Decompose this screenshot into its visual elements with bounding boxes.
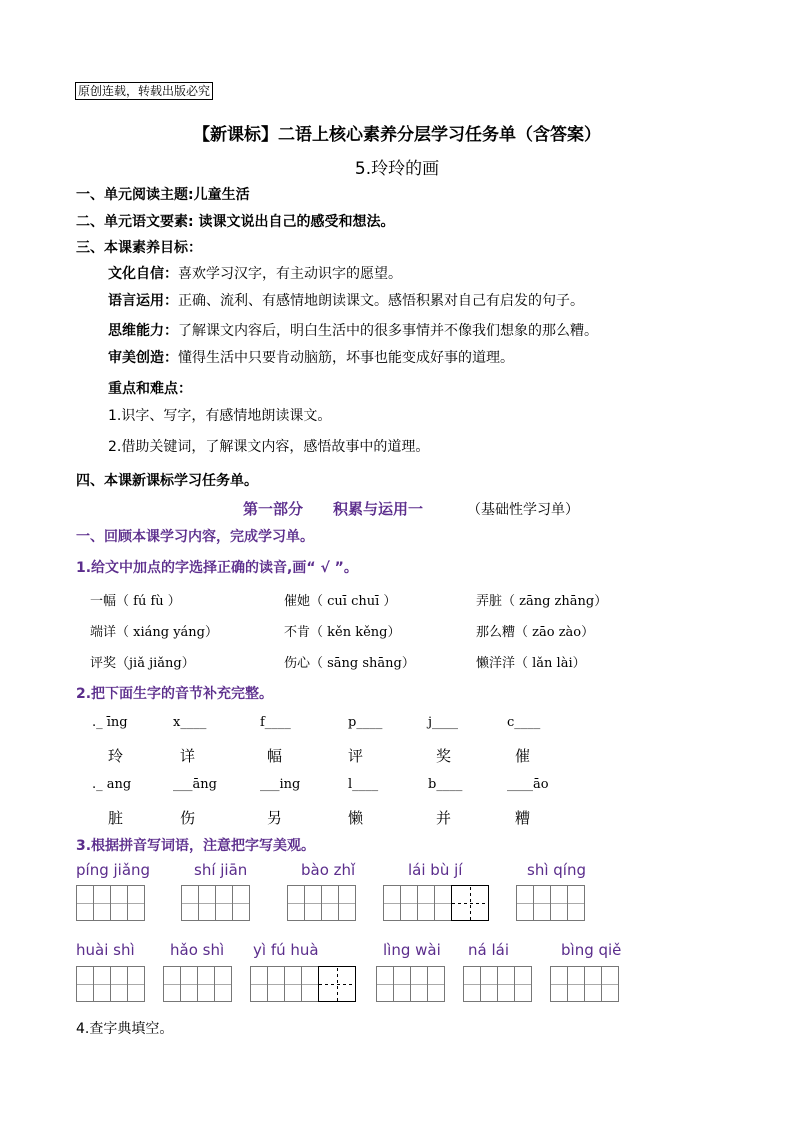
q1-item: 不肯（ kěn kěng） bbox=[284, 625, 401, 640]
q3-pinyin: hǎo shì bbox=[170, 941, 225, 959]
q2-char: 伤 bbox=[180, 809, 196, 827]
lesson-title: 5.玲玲的画 bbox=[354, 159, 440, 179]
question-3: 3.根据拼音写词语，注意把字写美观。 bbox=[76, 838, 316, 854]
q2-syllable: x____ bbox=[173, 715, 207, 730]
q2-char: 详 bbox=[180, 747, 196, 765]
grid-cell[interactable] bbox=[287, 885, 305, 921]
grid-cell[interactable] bbox=[110, 966, 128, 1002]
section-goals: 三、本课素养目标： bbox=[76, 240, 202, 256]
writing-grid[interactable] bbox=[287, 885, 355, 921]
question-2: 2.把下面生字的音节补充完整。 bbox=[76, 686, 274, 702]
grid-cell[interactable] bbox=[497, 966, 515, 1002]
grid-cell[interactable] bbox=[601, 966, 619, 1002]
grid-cell[interactable] bbox=[198, 885, 216, 921]
grid-cell[interactable] bbox=[215, 885, 233, 921]
q2-char: 幅 bbox=[267, 747, 283, 765]
grid-cell[interactable] bbox=[451, 885, 489, 921]
grid-cell[interactable] bbox=[550, 885, 568, 921]
q2-syllable: ._ īng bbox=[92, 715, 128, 730]
q2-char: 懒 bbox=[348, 809, 364, 827]
grid-cell[interactable] bbox=[284, 966, 302, 1002]
key-point-1: 1.识字、写字，有感情地朗读课文。 bbox=[108, 408, 332, 424]
grid-cell[interactable] bbox=[250, 966, 268, 1002]
grid-cell[interactable] bbox=[93, 966, 111, 1002]
q2-syllable: p____ bbox=[348, 715, 383, 730]
q2-char: 催 bbox=[515, 747, 531, 765]
q1-item: 弄脏（ zāng zhāng） bbox=[476, 594, 608, 609]
q1-item: 评奖（jiǎ jiǎng） bbox=[90, 656, 195, 671]
q2-char: 玲 bbox=[108, 747, 124, 765]
grid-cell[interactable] bbox=[163, 966, 181, 1002]
key-points-title: 重点和难点： bbox=[108, 381, 192, 397]
q3-pinyin: ná lái bbox=[468, 941, 509, 959]
goal-aesthetic: 审美创造：懂得生活中只要肯动脑筋，坏事也能变成好事的道理。 bbox=[108, 350, 514, 366]
grid-cell[interactable] bbox=[180, 966, 198, 1002]
grid-cell[interactable] bbox=[417, 885, 435, 921]
grid-cell[interactable] bbox=[383, 885, 401, 921]
section-element: 二、单元语文要素: 读课文说出自己的感受和想法。 bbox=[76, 214, 395, 230]
q3-pinyin: bào zhǐ bbox=[301, 861, 356, 879]
writing-grid[interactable] bbox=[163, 966, 231, 1002]
q2-syllable: j____ bbox=[428, 715, 459, 730]
grid-cell[interactable] bbox=[376, 966, 394, 1002]
grid-cell[interactable] bbox=[338, 885, 356, 921]
writing-grid[interactable] bbox=[76, 966, 144, 1002]
q2-syllable: ___ing bbox=[260, 777, 301, 792]
writing-grid[interactable] bbox=[550, 966, 618, 1002]
grid-cell[interactable] bbox=[567, 885, 585, 921]
question-1: 1.给文中加点的字选择正确的读音,画“ √ ”。 bbox=[76, 560, 358, 576]
grid-cell[interactable] bbox=[410, 966, 428, 1002]
page-title: 【新课标】二语上核心素养分层学习任务单（含答案） bbox=[193, 125, 601, 145]
writing-grid[interactable] bbox=[383, 885, 488, 921]
q3-pinyin: shí jiān bbox=[194, 861, 248, 879]
part-title: 第一部分 积累与运用一 bbox=[243, 500, 424, 518]
q3-pinyin: huài shì bbox=[76, 941, 135, 959]
q1-item: 端详（ xiáng yáng） bbox=[90, 625, 218, 640]
grid-cell[interactable] bbox=[463, 966, 481, 1002]
grid-cell[interactable] bbox=[434, 885, 452, 921]
q3-pinyin: shì qíng bbox=[527, 861, 586, 879]
q3-pinyin: lìng wài bbox=[383, 941, 441, 959]
grid-cell[interactable] bbox=[93, 885, 111, 921]
grid-cell[interactable] bbox=[427, 966, 445, 1002]
goal-thinking: 思维能力：了解课文内容后，明白生活中的很多事情并不像我们想象的那么糟。 bbox=[108, 323, 598, 339]
q1-item: 催她（ cuī chuī ） bbox=[284, 594, 397, 609]
grid-cell[interactable] bbox=[214, 966, 232, 1002]
part-one-instruction: 一、回顾本课学习内容，完成学习单。 bbox=[76, 529, 314, 545]
q2-char: 评 bbox=[348, 747, 364, 765]
q2-syllable: f____ bbox=[260, 715, 291, 730]
grid-cell[interactable] bbox=[393, 966, 411, 1002]
writing-grid[interactable] bbox=[76, 885, 144, 921]
grid-cell[interactable] bbox=[584, 966, 602, 1002]
grid-cell[interactable] bbox=[127, 966, 145, 1002]
q3-pinyin: yì fú huà bbox=[253, 941, 319, 959]
q3-pinyin: lái bù jí bbox=[408, 861, 463, 879]
writing-grid[interactable] bbox=[250, 966, 355, 1002]
writing-grid[interactable] bbox=[516, 885, 584, 921]
grid-cell[interactable] bbox=[480, 966, 498, 1002]
q1-item: 懒洋洋（ lǎn lài） bbox=[476, 656, 586, 671]
q1-item: 伤心（ sāng shāng） bbox=[284, 656, 415, 671]
grid-cell[interactable] bbox=[514, 966, 532, 1002]
copyright-stamp: 原创连载，转载出版必究 bbox=[75, 82, 213, 100]
q2-char: 脏 bbox=[108, 809, 124, 827]
q2-syllable: c____ bbox=[507, 715, 541, 730]
goal-culture: 文化自信：喜欢学习汉字，有主动识字的愿望。 bbox=[108, 266, 402, 282]
q2-syllable: ._ ang bbox=[92, 777, 132, 792]
grid-cell[interactable] bbox=[110, 885, 128, 921]
q1-item: 那么糟（ zāo zào） bbox=[476, 625, 595, 640]
q2-char: 并 bbox=[436, 809, 452, 827]
q2-char: 另 bbox=[267, 809, 283, 827]
q2-syllable: ____āo bbox=[507, 777, 549, 792]
q2-char: 糟 bbox=[515, 809, 531, 827]
grid-cell[interactable] bbox=[76, 966, 94, 1002]
grid-cell[interactable] bbox=[304, 885, 322, 921]
grid-cell[interactable] bbox=[400, 885, 418, 921]
grid-cell[interactable] bbox=[533, 885, 551, 921]
writing-grid[interactable] bbox=[181, 885, 249, 921]
question-4: 4.查字典填空。 bbox=[76, 1021, 174, 1037]
grid-cell[interactable] bbox=[197, 966, 215, 1002]
grid-cell[interactable] bbox=[301, 966, 319, 1002]
q1-item: 一幅（ fú fù ） bbox=[90, 594, 181, 609]
q2-syllable: b____ bbox=[428, 777, 463, 792]
grid-cell[interactable] bbox=[267, 966, 285, 1002]
grid-cell[interactable] bbox=[567, 966, 585, 1002]
grid-cell[interactable] bbox=[516, 885, 534, 921]
q3-pinyin: bìng qiě bbox=[561, 941, 622, 959]
grid-cell[interactable] bbox=[550, 966, 568, 1002]
q2-syllable: ___āng bbox=[173, 777, 217, 792]
key-point-2: 2.借助关键词，了解课文内容，感悟故事中的道理。 bbox=[108, 439, 430, 455]
grid-cell[interactable] bbox=[76, 885, 94, 921]
goal-language: 语言运用：正确、流利、有感情地朗读课文。感悟积累对自己有启发的句子。 bbox=[108, 293, 584, 309]
grid-cell[interactable] bbox=[127, 885, 145, 921]
grid-cell[interactable] bbox=[181, 885, 199, 921]
writing-grid[interactable] bbox=[463, 966, 531, 1002]
writing-grid[interactable] bbox=[376, 966, 444, 1002]
q3-pinyin: píng jiǎng bbox=[76, 861, 151, 879]
q2-char: 奖 bbox=[436, 747, 452, 765]
q2-syllable: l____ bbox=[348, 777, 379, 792]
section-tasks: 四、本课新课标学习任务单。 bbox=[76, 473, 258, 489]
grid-cell[interactable] bbox=[232, 885, 250, 921]
grid-cell[interactable] bbox=[318, 966, 356, 1002]
section-theme: 一、单元阅读主题:儿童生活 bbox=[76, 187, 250, 203]
part-subtitle: （基础性学习单） bbox=[467, 502, 579, 518]
grid-cell[interactable] bbox=[321, 885, 339, 921]
